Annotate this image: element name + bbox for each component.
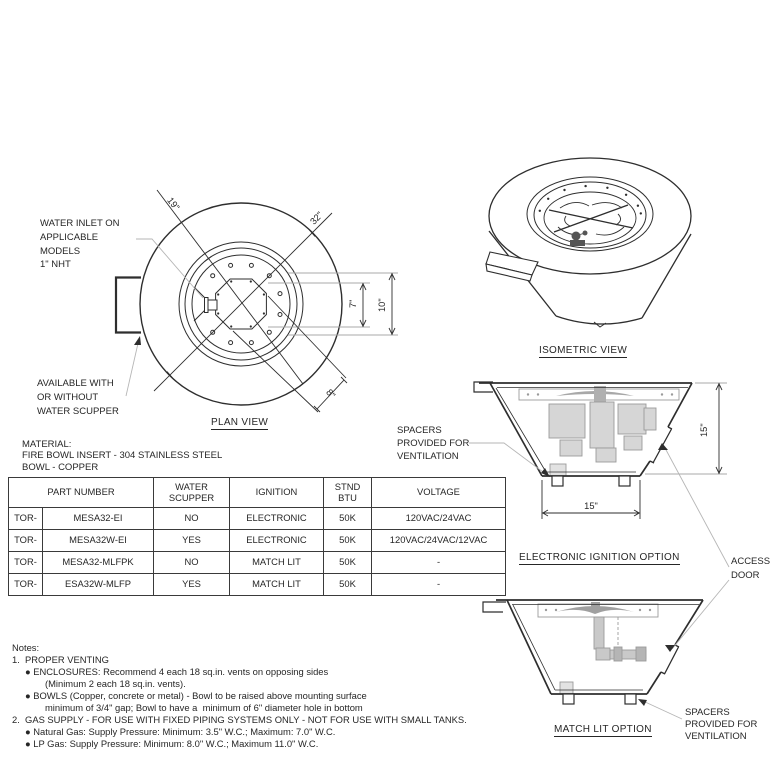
igniter-assembly: [570, 231, 588, 247]
spacers-label-matchlit: SPACERS PROVIDED FOR VENTILATION: [685, 707, 758, 742]
note-line: minimum of 3/4" gap; Bowl to have a minimum of 6" diameter hole in bottom: [45, 702, 363, 713]
scupper-tab: [116, 278, 141, 333]
table-cell: NO: [154, 552, 230, 574]
scupper-availability-label: AVAILABLE WITH OR WITHOUT WATER SCUPPER: [37, 378, 119, 417]
table-cell: MATCH LIT: [230, 552, 324, 574]
electronic-option-title: ELECTRONIC IGNITION OPTION: [519, 552, 680, 563]
note-line: 2. GAS SUPPLY - FOR USE WITH FIXED PIPING SYSTEMS ONLY - NOT FOR USE WITH SMALL TANKS.: [12, 714, 467, 725]
material-note: MATERIAL: FIRE BOWL INSERT - 304 STAINLESS STEEL BOWL - COPPER: [22, 439, 223, 473]
table-cell: ELECTRONIC: [230, 530, 324, 552]
note-line: ● ENCLOSURES: Recommend 4 each 18 sq.in. vents on opposing sides: [25, 666, 329, 677]
column-header: PART NUMBER: [9, 478, 154, 508]
note-line: Notes:: [12, 642, 40, 653]
dim-height: 15": [699, 423, 709, 437]
table-cell: 50K: [324, 508, 372, 530]
dim-burner-diag: 8": [324, 387, 338, 401]
column-header: WATER SCUPPER: [154, 478, 230, 508]
dim-base: 15": [584, 501, 598, 511]
plan-view-title: PLAN VIEW: [211, 417, 269, 428]
note-line: ● Natural Gas: Supply Pressure: Minimum: 3.5" W.C.; Maximum: 7.0" W.C.: [25, 726, 336, 737]
table-cell: 50K: [324, 530, 372, 552]
table-cell: -: [372, 552, 506, 574]
dim-ring: 19": [165, 195, 182, 213]
mechanism: [538, 602, 658, 694]
table-cell: MESA32W-EI: [43, 530, 154, 552]
spacers-label-electronic: SPACERS PROVIDED FOR VENTILATION: [397, 425, 470, 462]
table-cell: TOR-: [9, 508, 43, 530]
leader-lines: [469, 443, 729, 719]
iso-scupper: [486, 252, 538, 281]
spacer-foot: [625, 694, 636, 704]
column-header: STND BTU: [324, 478, 372, 508]
table-row: [9, 508, 506, 530]
column-header: VOLTAGE: [372, 478, 506, 508]
table-cell: 50K: [324, 552, 372, 574]
table-cell: 120VAC/24VAC/12VAC: [372, 530, 506, 552]
table-cell: TOR-: [9, 530, 43, 552]
electronic-section-drawing: [474, 382, 692, 486]
table-cell: MATCH LIT: [230, 574, 324, 596]
dim-bolt-circle: 10": [377, 298, 387, 312]
dim-outer: 32": [308, 209, 325, 227]
spacer-foot: [619, 476, 630, 486]
matchlit-option-title: MATCH LIT OPTION: [554, 724, 652, 735]
plan-view-drawing: [116, 203, 342, 405]
table-cell: MESA32-EI: [43, 508, 154, 530]
plan-dimensions: [154, 190, 398, 412]
notes-block: [12, 642, 467, 750]
plan-leader-lines: [126, 239, 203, 396]
leader-arrow: [134, 336, 141, 345]
isometric-view-drawing: [486, 158, 691, 327]
table-cell: -: [372, 574, 506, 596]
spacer-foot: [552, 476, 563, 486]
note-line: (Minimum 2 each 18 sq.in. vents).: [45, 678, 186, 689]
table-cell: ELECTRONIC: [230, 508, 324, 530]
table-header-row: [9, 478, 506, 508]
burner-star: [549, 202, 633, 235]
mechanism: [519, 386, 679, 476]
note-line: ● LP Gas: Supply Pressure: Minimum: 8.0" W.C.; Maximum 11.0" W.C.: [25, 738, 319, 749]
note-line: 1. PROPER VENTING: [12, 654, 109, 665]
water-inlet-label: WATER INLET ON APPLICABLE MODELS 1" NHT: [40, 218, 120, 271]
spacer-foot: [563, 694, 574, 704]
column-header: IGNITION: [230, 478, 324, 508]
parts-table: [8, 477, 506, 596]
isometric-view-title: ISOMETRIC VIEW: [539, 345, 628, 356]
table-cell: 50K: [324, 574, 372, 596]
table-cell: MESA32-MLFPK: [43, 552, 154, 574]
note-line: ● BOWLS (Copper, concrete or metal) - Bowl to be raised above mounting surface: [25, 690, 367, 701]
section-scupper: [483, 602, 506, 612]
table-row: [9, 552, 506, 574]
dim-burner-flat: 7": [348, 299, 358, 308]
access-door-label: ACCESS DOOR: [731, 556, 771, 581]
table-cell: ESA32W-MLFP: [43, 574, 154, 596]
table-cell: NO: [154, 508, 230, 530]
table-cell: TOR-: [9, 574, 43, 596]
table-cell: TOR-: [9, 552, 43, 574]
table-row: [9, 530, 506, 552]
table-cell: YES: [154, 574, 230, 596]
table-cell: YES: [154, 530, 230, 552]
table-row: [9, 574, 506, 596]
table-cell: 120VAC/24VAC: [372, 508, 506, 530]
